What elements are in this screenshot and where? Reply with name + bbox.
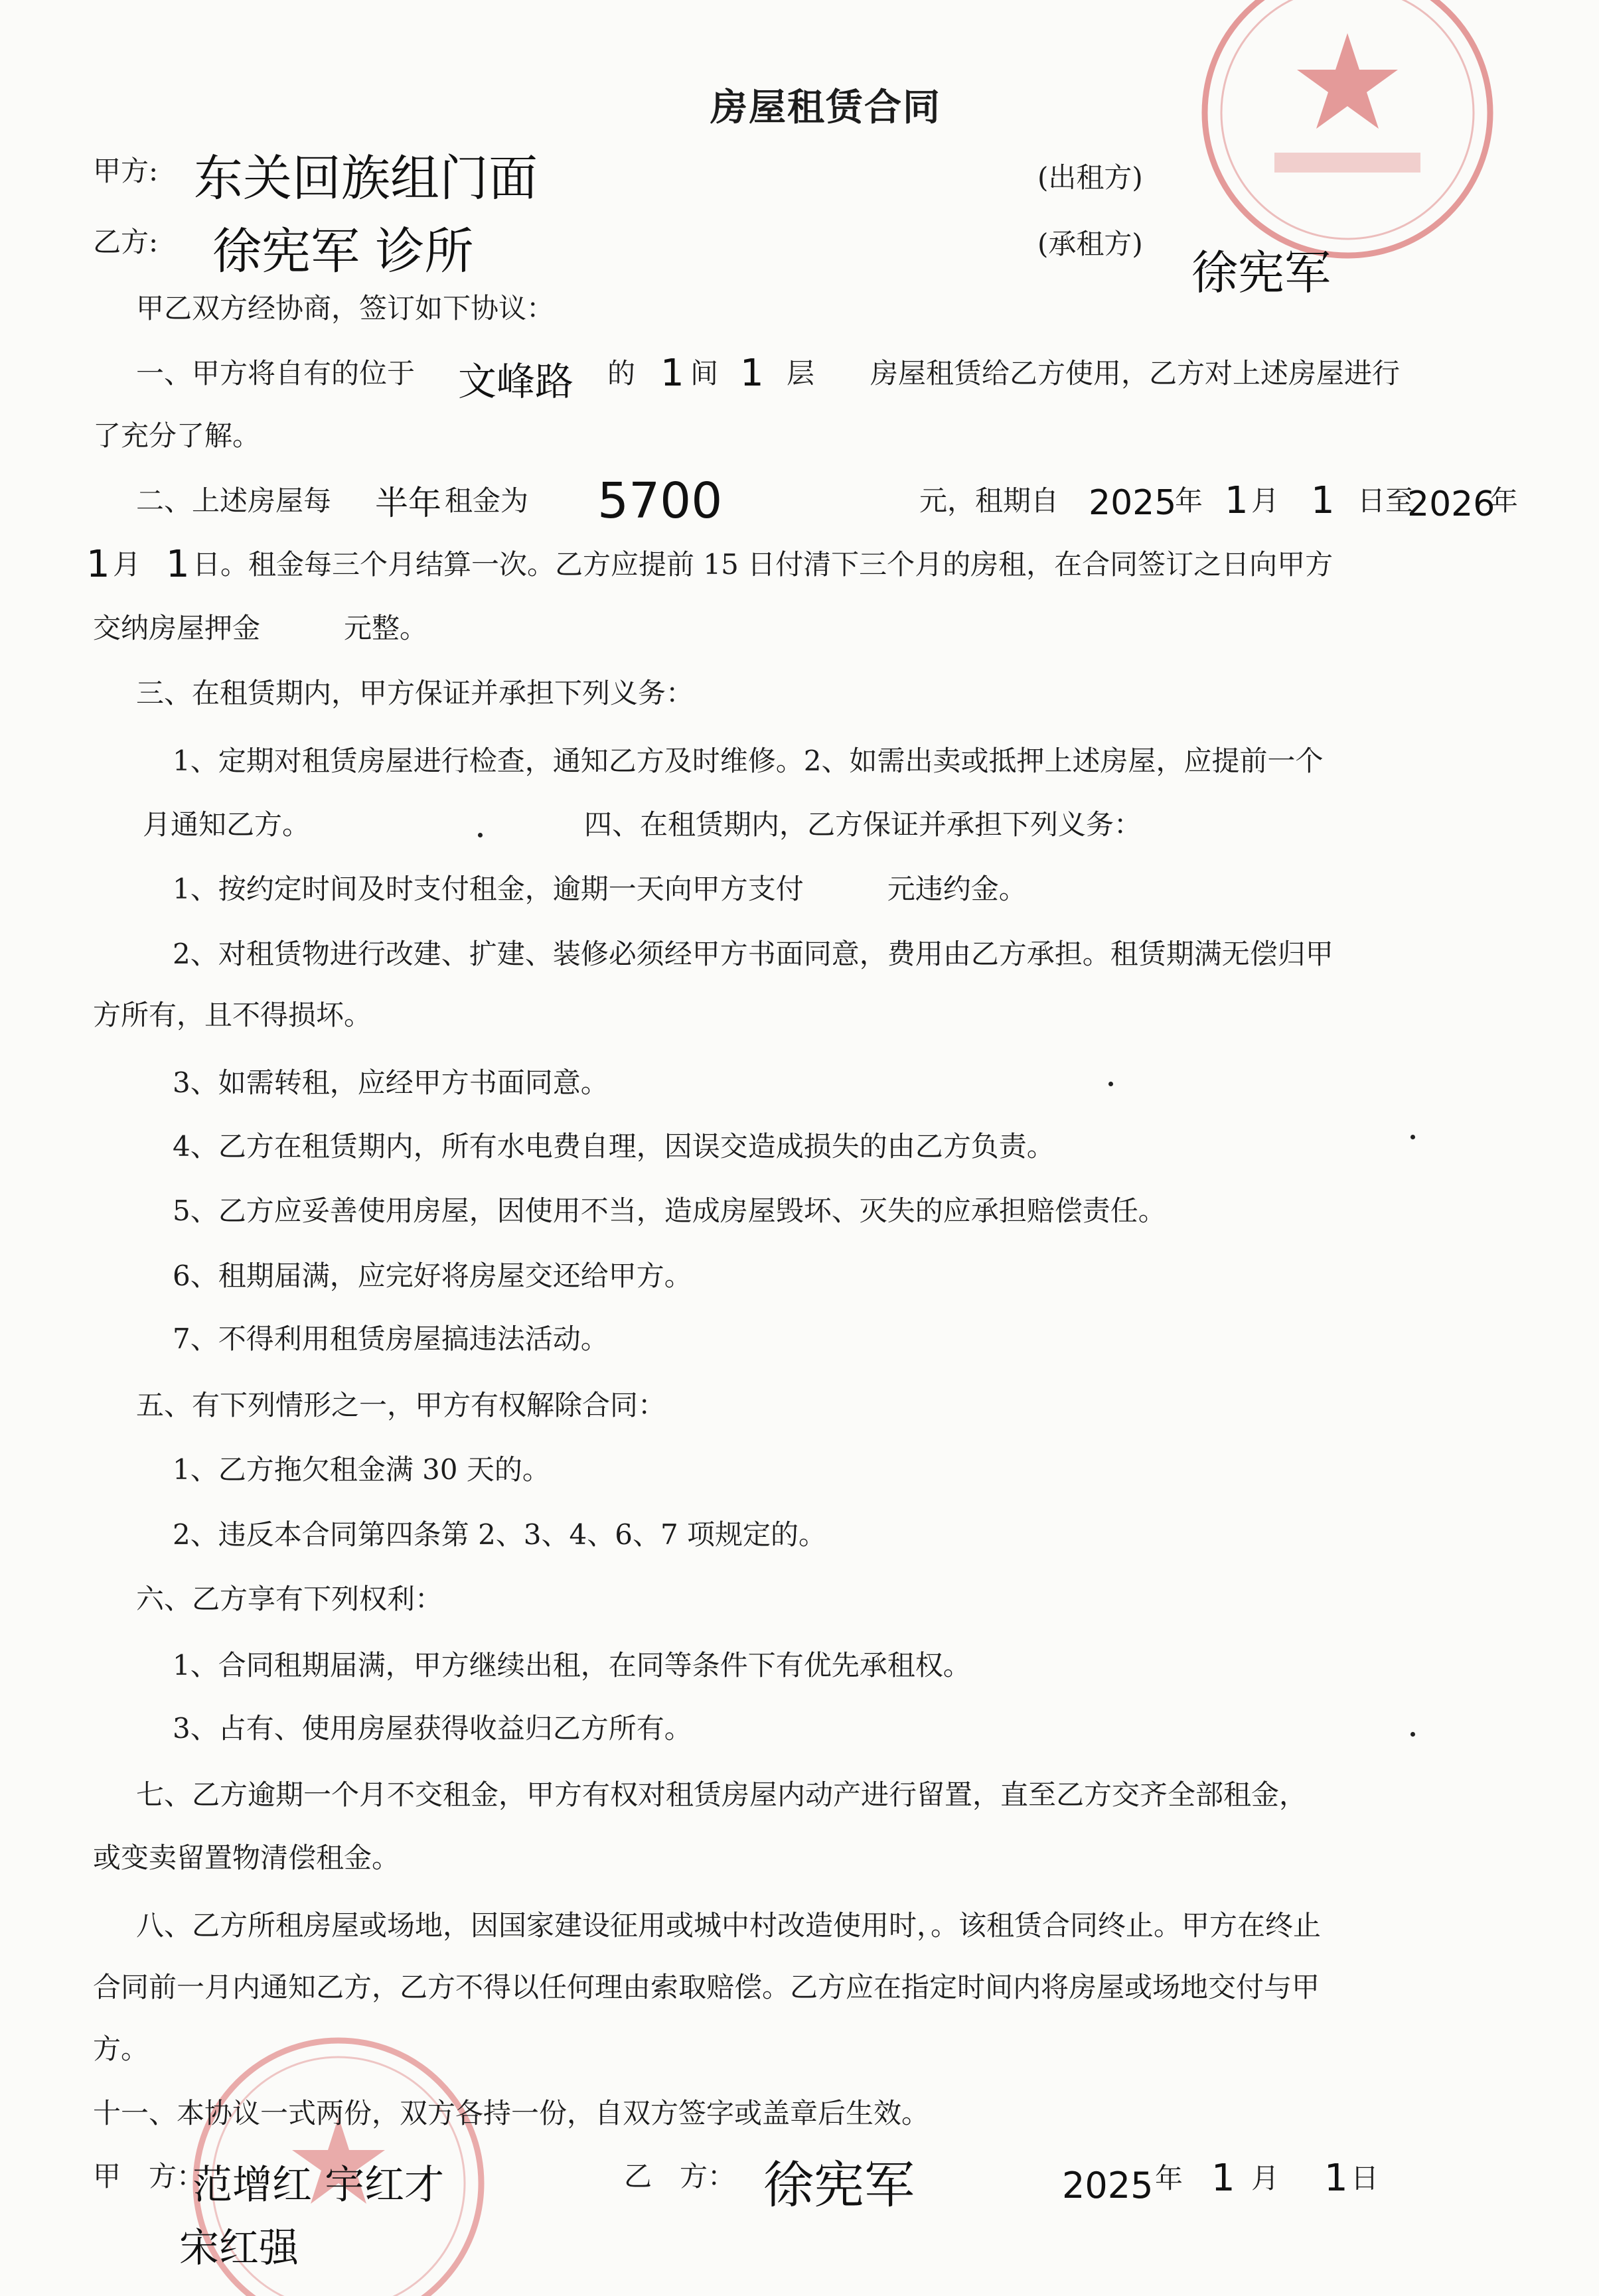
clause-7-line: 或变卖留置物清偿租金。 [93,1841,400,1874]
footer-year-label: 年 [1155,2162,1183,2194]
stray-mark [478,833,483,837]
party-b-label: 乙方: [93,226,159,258]
clause-1-text-e: 了充分了解。 [93,419,261,452]
clause-2-text-d: 年 [1175,484,1203,517]
clause-2-period-handwritten: 半年 [375,484,441,522]
clause-3-heading: 三、在租赁期内，甲方保证并承担下列义务： [136,677,694,709]
contract-title: 房屋租赁合同 [710,86,941,129]
clause-2-end-year-handwritten: 2026 [1407,484,1495,524]
clause-1-text-b: 的 [607,357,636,390]
clause-1-text-a: 一、甲方将自有的位于 [136,357,416,390]
stray-mark [1108,1082,1113,1086]
clause-3-line-2a: 月通知乙方。 [143,808,311,841]
party-b-role-signature: 徐宪军 [1191,246,1331,300]
clause-5-item: 2、违反本合同第四条第 2、3、4、6、7 项规定的。 [173,1518,827,1551]
clause-2-amount-handwritten: 5700 [597,472,723,530]
clause-8-line: 八、乙方所租房屋或场地，因国家建设征用或城中村改造使用时，。该租赁合同终止。甲方在终止 [136,1909,1322,1942]
clause-2-text-b: 租金为 [445,484,529,517]
party-b-name-handwritten: 徐宪军 诊所 [212,223,474,280]
clause-1-floors-handwritten: 1 [740,352,764,395]
clause-2-text-e: 月 [1251,484,1280,517]
clause-2-end-day-handwritten: 1 [166,543,190,586]
footer-party-a-signature: 范增红 宇红才 [192,2162,445,2208]
party-a-name-handwritten: 东关回族组门面 [194,150,538,207]
clause-3-line-1: 1、定期对租赁房屋进行检查，通知乙方及时维修。2、如需出卖或抵押上述房屋，应提前一个 [173,745,1324,777]
clause-4-item: 5、乙方应妥善使用房屋，因使用不当，造成房屋毁坏、灭失的应承担赔偿责任。 [173,1194,1166,1227]
footer-party-a-label: 甲 方： [93,2160,205,2192]
footer-party-a-signature-2: 宋红强 [179,2225,299,2271]
footer-party-b-signature: 徐宪军 [763,2155,915,2214]
clause-1-location-handwritten: 文峰路 [458,359,574,404]
clause-2-text-i: 日。租金每三个月结算一次。乙方应提前 15 日付清下三个月的房租，在合同签订之日向甲方 [192,548,1333,581]
clause-2-text-j: 交纳房屋押金 元整。 [93,612,428,644]
clause-2-start-month-handwritten: 1 [1225,479,1249,522]
clause-6-item: 3、占有、使用房屋获得收益归乙方所有。 [173,1712,692,1745]
footer-month-handwritten: 1 [1211,2157,1235,2200]
clause-4-item: 方所有，且不得损坏。 [93,999,372,1031]
clause-5-heading: 五、有下列情形之一，甲方有权解除合同： [136,1389,666,1421]
footer-month-label: 月 [1251,2162,1280,2194]
footer-party-b-label: 乙 方： [624,2160,736,2192]
clause-2-end-month-handwritten: 1 [86,543,110,586]
clause-4-heading: 四、在租赁期内，乙方保证并承担下列义务： [584,808,1142,841]
clause-4-item: 1、按约定时间及时支付租金，逾期一天向甲方支付 元违约金。 [173,873,1027,905]
party-a-label: 甲方: [93,155,159,187]
clause-6-item: 1、合同租期届满，甲方继续出租，在同等条件下有优先承租权。 [173,1649,971,1682]
clause-11-text: 十一、本协议一式两份，双方各持一份，自双方签字或盖章后生效。 [93,2097,930,2129]
clause-4-item: 3、如需转租，应经甲方书面同意。 [173,1066,609,1099]
clause-2-text-h: 月 [113,548,141,581]
party-a-role: (出租方) [1037,161,1143,194]
clause-2-text-f: 日至 [1357,484,1414,517]
stray-mark [1410,1135,1415,1139]
clause-6-heading: 六、乙方享有下列权利： [136,1583,443,1615]
clause-2-start-year-handwritten: 2025 [1089,483,1177,523]
footer-year-handwritten: 2025 [1062,2165,1154,2206]
clause-1-text-d: 层 房屋租赁给乙方使用，乙方对上述房屋进行 [787,357,1401,390]
clause-8-line: 方。 [93,2033,149,2065]
clause-4-item: 6、租期届满，应完好将房屋交还给甲方。 [173,1259,692,1292]
intro-text: 甲乙双方经协商，签订如下协议： [136,292,555,324]
clause-4-item: 7、不得利用租赁房屋搞违法活动。 [173,1323,609,1355]
footer-day-label: 日 [1351,2162,1379,2194]
clause-4-item: 4、乙方在租赁期内，所有水电费自理，因误交造成损失的由乙方负责。 [173,1130,1055,1163]
clause-1-rooms-handwritten: 1 [660,352,684,395]
clause-2-text-c: 元，租期自 [919,484,1059,517]
clause-1-text-c: 间 [690,357,719,390]
clause-2-text-g: 年 [1490,484,1519,517]
party-b-role: (承租方) [1037,228,1143,260]
clause-4-item: 2、对租赁物进行改建、扩建、装修必须经甲方书面同意，费用由乙方承担。租赁期满无偿归甲 [173,938,1333,970]
clause-2-start-day-handwritten: 1 [1311,479,1335,522]
clause-5-item: 1、乙方拖欠租金满 30 天的。 [173,1453,550,1486]
clause-7-line: 七、乙方逾期一个月不交租金，甲方有权对租赁房屋内动产进行留置，直至乙方交齐全部租金， [136,1778,1308,1811]
clause-8-line: 合同前一月内通知乙方，乙方不得以任何理由索取赔偿。乙方应在指定时间内将房屋或场地交付与甲 [93,1971,1320,2003]
clause-2-text-a: 二、上述房屋每 [136,484,332,517]
stray-mark [1410,1732,1415,1737]
footer-day-handwritten: 1 [1324,2157,1348,2200]
